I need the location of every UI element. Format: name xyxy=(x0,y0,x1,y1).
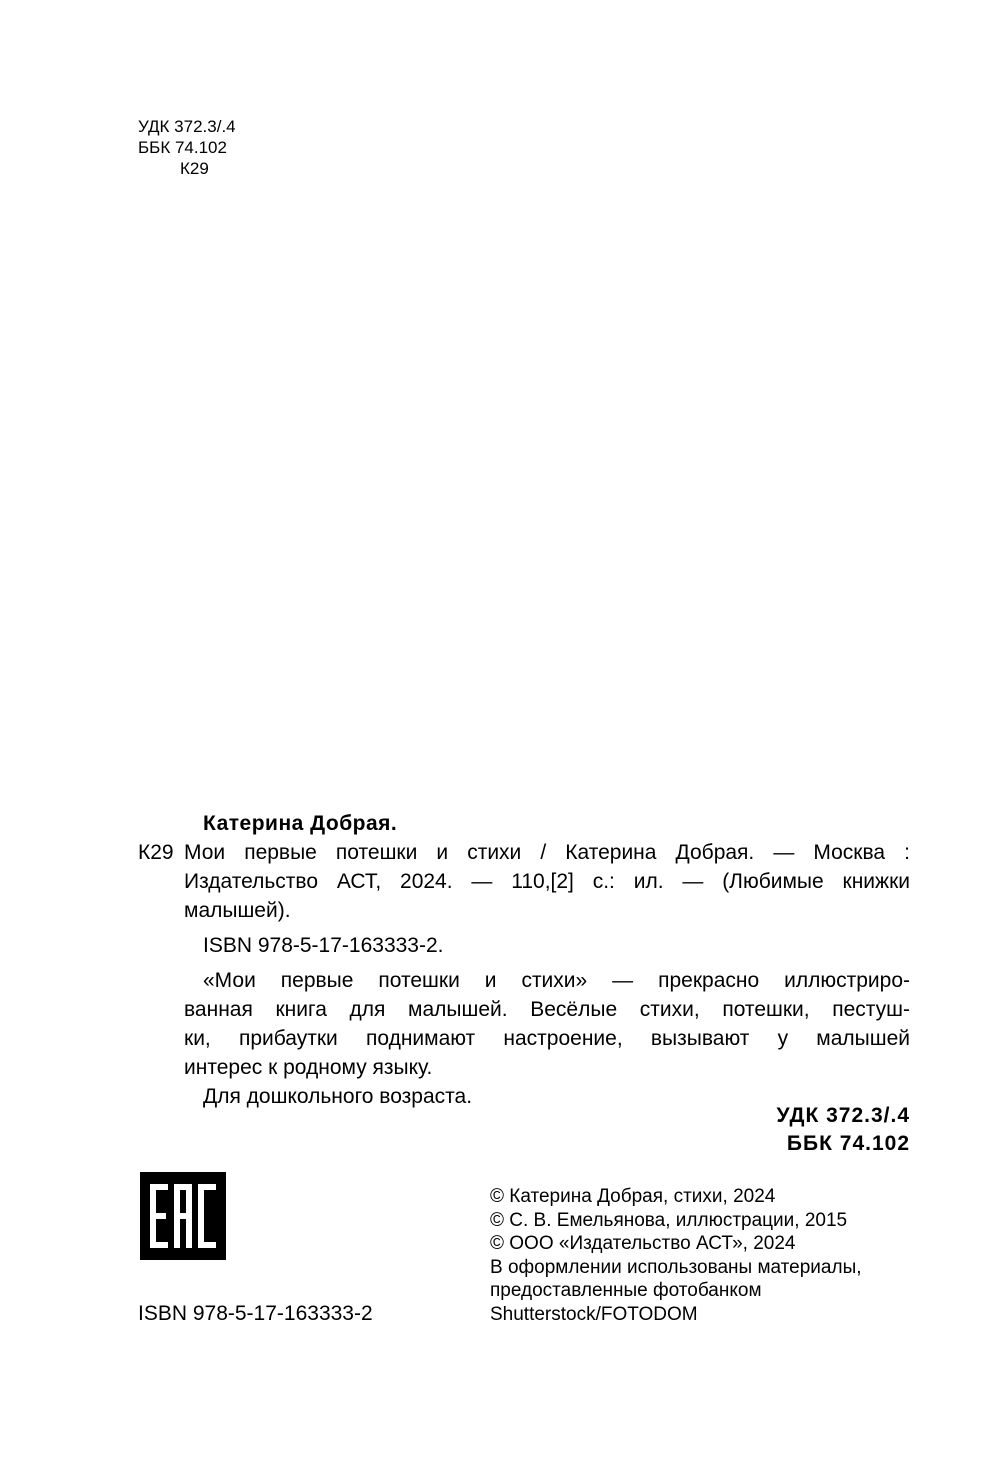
eac-logo-svg xyxy=(140,1172,226,1260)
top-classification-codes xyxy=(138,116,236,179)
top-author-mark: К29 xyxy=(180,159,209,178)
copyright-line-3: © ООО «Издательство АСТ», 2024 xyxy=(490,1233,796,1254)
annotation-line-1: «Мои первые потешки и стихи» — прекрасно иллюстриро- xyxy=(203,969,910,992)
annotation-line-4: интерес к родному языку. xyxy=(184,1056,433,1079)
card-author: Катерина Добрая. xyxy=(203,812,398,835)
card-title-line-2: Издательство АСТ, 2024. — 110,[2] с.: ил. — (Любимые книжки xyxy=(184,870,910,893)
annotation-line-2: ванная книга для малышей. Весёлые стихи, потешки, пестуш- xyxy=(184,998,910,1021)
bbk-code: ББК 74.102 xyxy=(786,1132,910,1155)
eac-conformity-mark-icon xyxy=(140,1172,226,1260)
classification-codes xyxy=(776,1102,910,1158)
copyright-line-1: © Катерина Добрая, стихи, 2024 xyxy=(490,1186,776,1207)
copyright-block xyxy=(490,1185,862,1326)
top-udk-code: УДК 372.3/.4 xyxy=(138,117,236,136)
card-title-line-1: Мои первые потешки и стихи / Катерина Добрая. — Москва : xyxy=(184,841,910,864)
copyright-line-4: В оформлении использованы материалы, xyxy=(490,1256,862,1278)
copyright-line-5: предоставленные фотобанком xyxy=(490,1280,762,1301)
top-bbk-code: ББК 74.102 xyxy=(138,138,227,157)
card-index: К29 xyxy=(138,841,174,864)
isbn-bottom: ISBN 978-5-17-163333-2 xyxy=(138,1302,373,1325)
udk-code: УДК 372.3/.4 xyxy=(776,1104,910,1127)
card-title-continuation xyxy=(184,867,910,1111)
card-audience: Для дошкольного возраста. xyxy=(203,1085,473,1108)
card-body xyxy=(184,838,910,867)
card-title-line-3: малышей). xyxy=(184,899,291,922)
copyright-line-6: Shutterstock/FOTODOM xyxy=(490,1303,698,1325)
copyright-line-2: © С. В. Емельянова, иллюстрации, 2015 xyxy=(490,1209,848,1231)
annotation-line-3: ки, прибаутки поднимают настроение, вызывают у малышей xyxy=(184,1027,910,1050)
card-isbn: ISBN 978-5-17-163333-2. xyxy=(203,934,444,957)
